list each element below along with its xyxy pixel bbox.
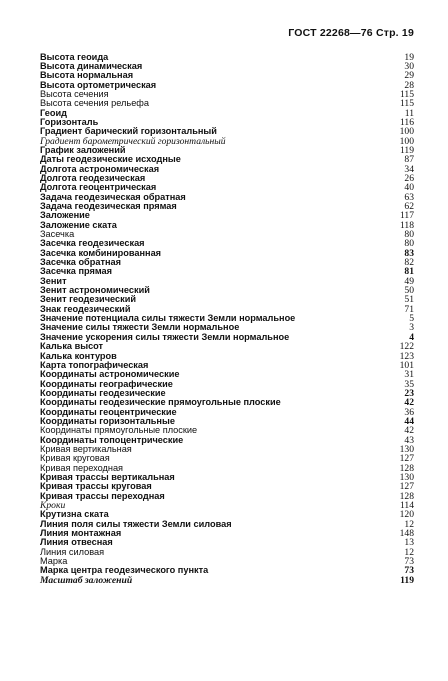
index-term: Высота нормальная <box>40 70 134 81</box>
index-page-number: 51 <box>404 294 414 306</box>
index-entry <box>40 576 414 585</box>
index-term: Засечка обратная <box>40 257 121 268</box>
index-page-number: 117 <box>399 210 414 222</box>
index-page-number: 73 <box>404 556 414 568</box>
index-term: Линия силовая <box>40 546 105 557</box>
index-term: Линия отвесная <box>40 537 113 548</box>
index-page-number: 120 <box>399 509 414 521</box>
index-entry <box>40 99 414 108</box>
index-page-number: 80 <box>404 238 414 250</box>
index-page-number: 83 <box>404 247 414 259</box>
index-page-number: 100 <box>399 126 414 138</box>
index-page-number: 130 <box>399 471 414 483</box>
index-term: Марка центра геодезического пункта <box>40 565 209 576</box>
index-term: Координаты географические <box>40 378 173 389</box>
index-page-number: 115 <box>399 98 414 110</box>
index-term: Заложение <box>40 210 90 221</box>
index-page-number: 49 <box>404 275 414 287</box>
index-page-number: 42 <box>404 425 414 437</box>
index-page-number: 115 <box>399 88 414 100</box>
index-page-number: 128 <box>399 462 414 474</box>
index-page-number: 4 <box>409 331 414 343</box>
index-term: Значение силы тяжести Земли нормальное <box>40 322 240 333</box>
index-term: Геоид <box>40 107 67 118</box>
index-term: Засечка <box>40 229 75 240</box>
index-term: Координаты геодезические прямоугольные плоские <box>40 397 281 408</box>
index-term: Карта топографическая <box>40 359 149 370</box>
index-term: Высота ортометрическая <box>40 79 157 90</box>
index-page-number: 148 <box>399 528 414 540</box>
index-term: Значение ускорения силы тяжести Земли нормальное <box>40 331 290 342</box>
term-index-list <box>40 53 414 586</box>
index-term: Линия поля силы тяжести Земли силовая <box>40 518 232 529</box>
index-page-number: 26 <box>404 172 414 184</box>
index-page-number: 119 <box>399 144 414 156</box>
index-page-number: 100 <box>399 135 414 147</box>
index-page-number: 118 <box>399 219 414 231</box>
index-term: Заложение ската <box>40 219 117 230</box>
index-term: Даты геодезические исходные <box>40 154 181 165</box>
index-page-number: 71 <box>404 303 414 315</box>
index-page-number: 119 <box>400 574 414 586</box>
index-term: Засечка прямая <box>40 266 112 277</box>
index-page-number: 73 <box>404 565 414 577</box>
index-term: Координаты топоцентрические <box>40 434 184 445</box>
index-term: Значение потенциала силы тяжести Земли нормальное <box>40 313 296 324</box>
index-page-number: 87 <box>404 154 414 166</box>
index-page-number: 42 <box>404 397 414 409</box>
index-term: Калька контуров <box>40 350 117 361</box>
index-page-number: 31 <box>404 369 414 381</box>
index-term: Градиент барометрический горизонтальный <box>40 135 226 147</box>
index-term: Координаты прямоугольные плоские <box>40 425 198 436</box>
index-term: Высота динамическая <box>40 60 143 71</box>
index-term: Градиент барический горизонтальный <box>40 126 217 137</box>
index-term: Кроки <box>40 500 66 511</box>
index-page-number: 50 <box>404 285 414 297</box>
index-term: Знак геодезический <box>40 303 131 314</box>
index-term: Кривая трассы вертикальная <box>40 471 175 482</box>
index-term: Задача геодезическая прямая <box>40 201 177 211</box>
index-page-number: 12 <box>404 546 414 558</box>
index-page-number: 12 <box>404 518 414 530</box>
index-page-number: 11 <box>404 107 414 119</box>
index-term: Крутизна ската <box>40 509 109 520</box>
index-term: Долгота астрономическая <box>40 163 160 174</box>
index-page-number: 63 <box>404 191 414 203</box>
index-term: Долгота геоцентрическая <box>40 182 157 193</box>
index-page-number: 82 <box>404 257 414 269</box>
index-page-number: 23 <box>404 387 414 399</box>
index-page-number: 5 <box>409 313 414 325</box>
index-term: Засечка геодезическая <box>40 238 145 249</box>
index-term: Зенит <box>40 275 67 286</box>
index-page-number: 35 <box>404 378 414 390</box>
index-page-number: 80 <box>404 229 414 241</box>
index-term: Кривая трассы переходная <box>40 490 165 501</box>
index-page-number: 81 <box>404 266 414 278</box>
index-entry <box>40 221 414 230</box>
index-term: Масштаб заложений <box>40 574 133 586</box>
index-page-number: 13 <box>404 537 414 549</box>
index-page-number: 40 <box>404 182 414 194</box>
index-term: Горизонталь <box>40 116 99 127</box>
index-page-number: 29 <box>404 70 414 82</box>
index-page-number: 34 <box>404 163 414 175</box>
index-term: Высота геоида <box>40 51 109 62</box>
index-term: Калька высот <box>40 341 104 352</box>
index-page-number: 28 <box>404 79 414 91</box>
index-term: Марка <box>40 556 68 567</box>
index-term: Координаты горизонтальные <box>40 415 175 426</box>
index-term: Кривая переходная <box>40 462 124 473</box>
index-page-number: 43 <box>404 434 414 446</box>
index-entry <box>40 492 414 501</box>
index-page-number: 30 <box>404 60 414 72</box>
index-term: Зенит астрономический <box>40 285 150 296</box>
index-term: Задача геодезическая обратная <box>40 191 186 202</box>
index-page-number: 123 <box>399 350 414 362</box>
page-header: ГОСТ 22268—76 Стр. 19 <box>288 27 414 39</box>
index-page-number: 101 <box>399 359 414 371</box>
index-term: Засечка комбинированная <box>40 247 162 258</box>
index-page-number: 130 <box>399 443 414 455</box>
index-term: Высота сечения рельефа <box>40 98 149 109</box>
index-entry <box>40 202 414 211</box>
index-page-number: 62 <box>404 201 414 212</box>
index-page-number: 114 <box>399 500 414 511</box>
index-term: Кривая трассы круговая <box>40 481 152 492</box>
index-term: Координаты астрономические <box>40 369 180 380</box>
index-page-number: 116 <box>399 116 414 128</box>
index-entry <box>40 548 414 557</box>
index-page-number: 127 <box>399 453 414 465</box>
index-page-number: 19 <box>404 51 414 63</box>
index-page-number: 3 <box>409 322 414 334</box>
index-page-number: 44 <box>404 415 414 427</box>
index-term: Высота сечения <box>40 88 109 99</box>
index-page-number: 36 <box>404 406 414 418</box>
index-term: Кривая вертикальная <box>40 443 132 454</box>
index-page-number: 127 <box>399 481 414 493</box>
index-term: Кривая круговая <box>40 453 110 464</box>
index-page-number: 122 <box>399 341 414 353</box>
index-term: Линия монтажная <box>40 528 122 539</box>
index-term: Долгота геодезическая <box>40 172 146 183</box>
index-entry <box>40 267 414 276</box>
index-term: Координаты геодезические <box>40 387 166 398</box>
index-term: Координаты геоцентрические <box>40 406 177 417</box>
index-term: График заложений <box>40 144 126 155</box>
index-page-number: 128 <box>399 490 414 502</box>
index-term: Зенит геодезический <box>40 294 137 305</box>
